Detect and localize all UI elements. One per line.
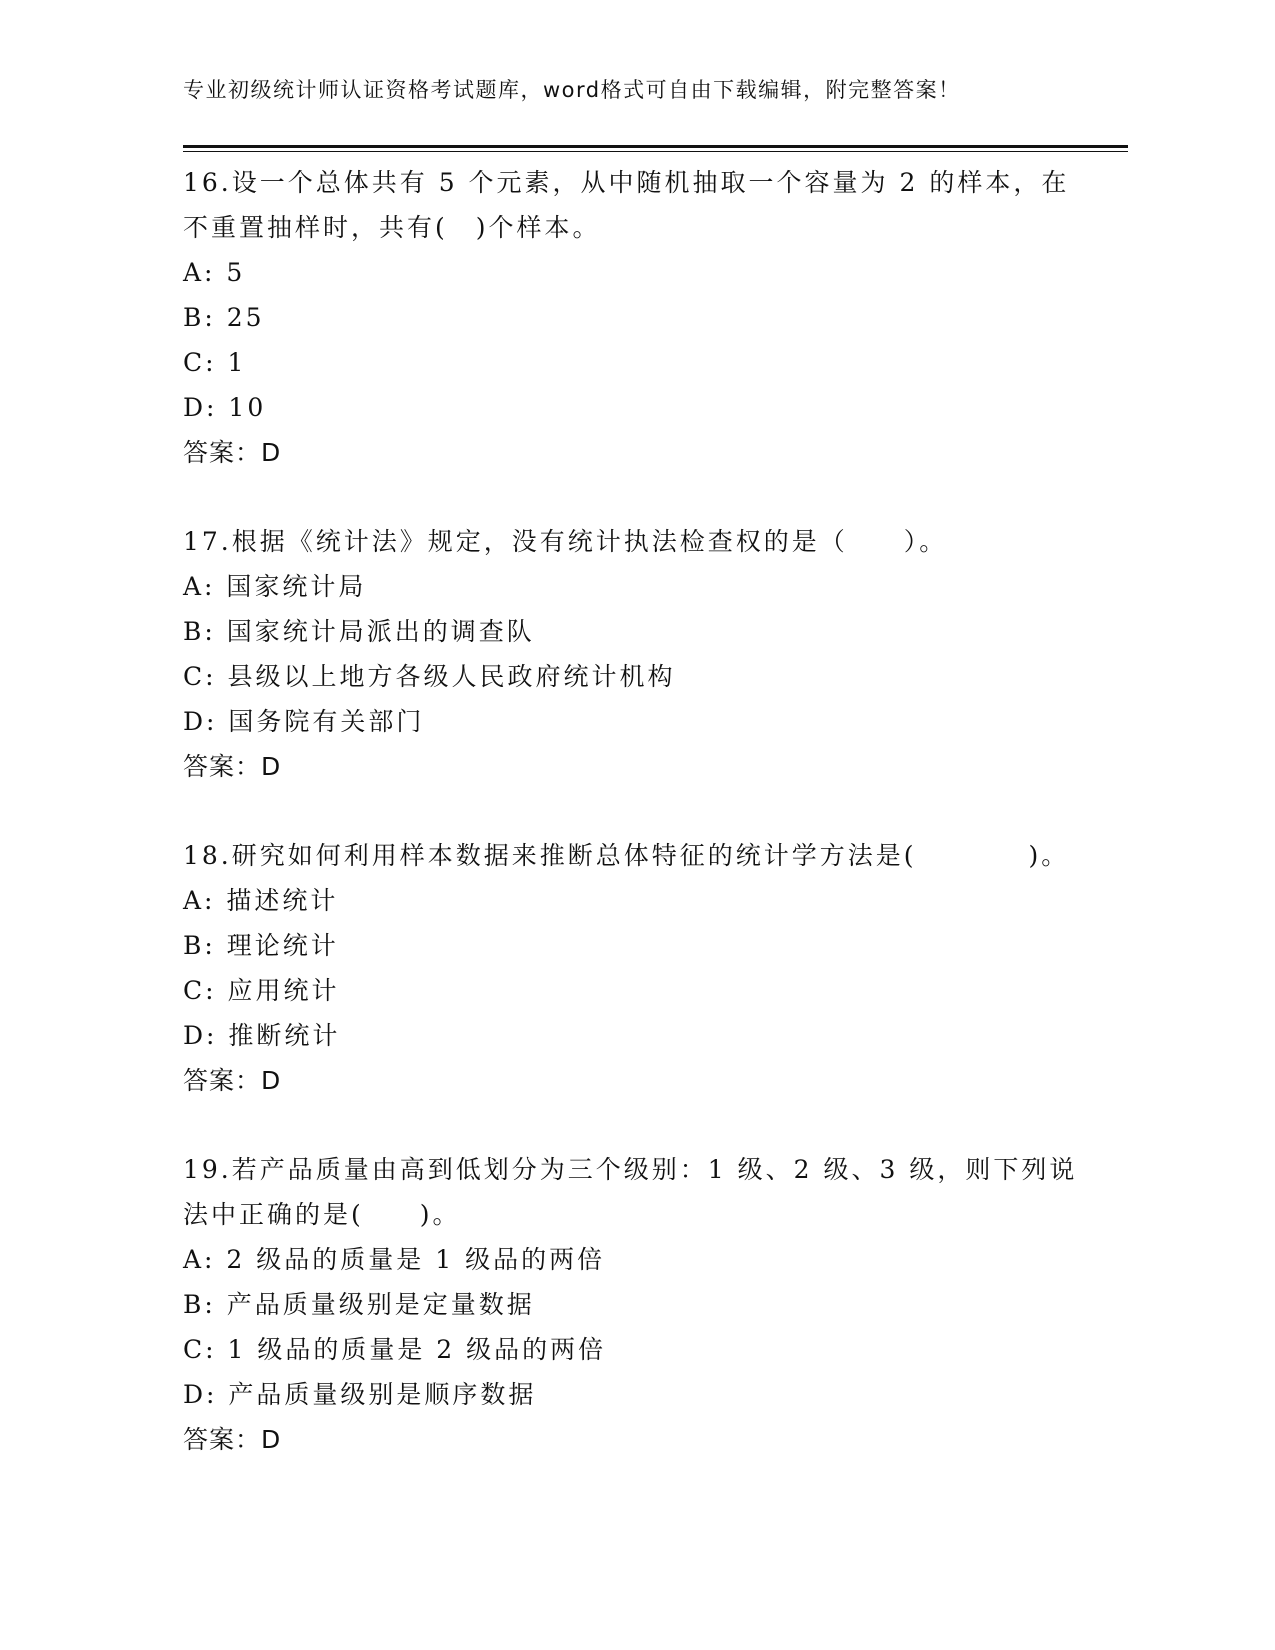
question-stem-line: 法中正确的是( )。 [183, 1200, 461, 1229]
option-d: D: 10 [183, 393, 267, 422]
option-a: A: 描述统计 [183, 886, 339, 915]
question-stem-line: 18.研究如何利用样本数据来推断总体特征的统计学方法是( )。 [183, 841, 1070, 870]
question-18 [183, 833, 1083, 1103]
answer-line: 答案：D [183, 1066, 282, 1095]
option-c: C: 县级以上地方各级人民政府统计机构 [183, 662, 676, 691]
page-header: 专业初级统计师认证资格考试题库，word格式可自由下载编辑，附完整答案！ [183, 78, 961, 102]
option-a: A: 2 级品的质量是 1 级品的两倍 [183, 1245, 606, 1274]
question-stem-line: 16.设一个总体共有 5 个元素，从中随机抽取一个容量为 2 的样本，在 [183, 168, 1070, 197]
option-b: B: 产品质量级别是定量数据 [183, 1290, 535, 1319]
answer-line: 答案：D [183, 438, 282, 467]
question-stem-line: 19.若产品质量由高到低划分为三个级别：1 级、2 级、3 级，则下列说 [183, 1155, 1078, 1184]
option-a: A: 5 [183, 258, 246, 287]
option-c: C: 1 [183, 348, 247, 377]
question-17 [183, 519, 1083, 789]
option-c: C: 应用统计 [183, 976, 340, 1005]
question-stem-line: 不重置抽样时，共有( )个样本。 [183, 213, 601, 242]
option-a: A: 国家统计局 [183, 572, 367, 601]
option-d: D: 国务院有关部门 [183, 707, 425, 736]
question-stem-line: 17.根据《统计法》规定，没有统计执法检查权的是（ ）。 [183, 527, 948, 556]
option-d: D: 推断统计 [183, 1021, 341, 1050]
option-d: D: 产品质量级别是顺序数据 [183, 1380, 537, 1409]
header-rule-thin [183, 151, 1128, 152]
header-rule-thick [183, 145, 1128, 148]
option-b: B: 国家统计局派出的调查队 [183, 617, 535, 646]
question-16 [183, 160, 1083, 475]
option-b: B: 25 [183, 303, 265, 332]
option-b: B: 理论统计 [183, 931, 339, 960]
answer-line: 答案：D [183, 752, 282, 781]
question-19 [183, 1147, 1083, 1462]
question-list [183, 160, 1083, 1506]
option-c: C: 1 级品的质量是 2 级品的两倍 [183, 1335, 607, 1364]
answer-line: 答案：D [183, 1425, 282, 1454]
